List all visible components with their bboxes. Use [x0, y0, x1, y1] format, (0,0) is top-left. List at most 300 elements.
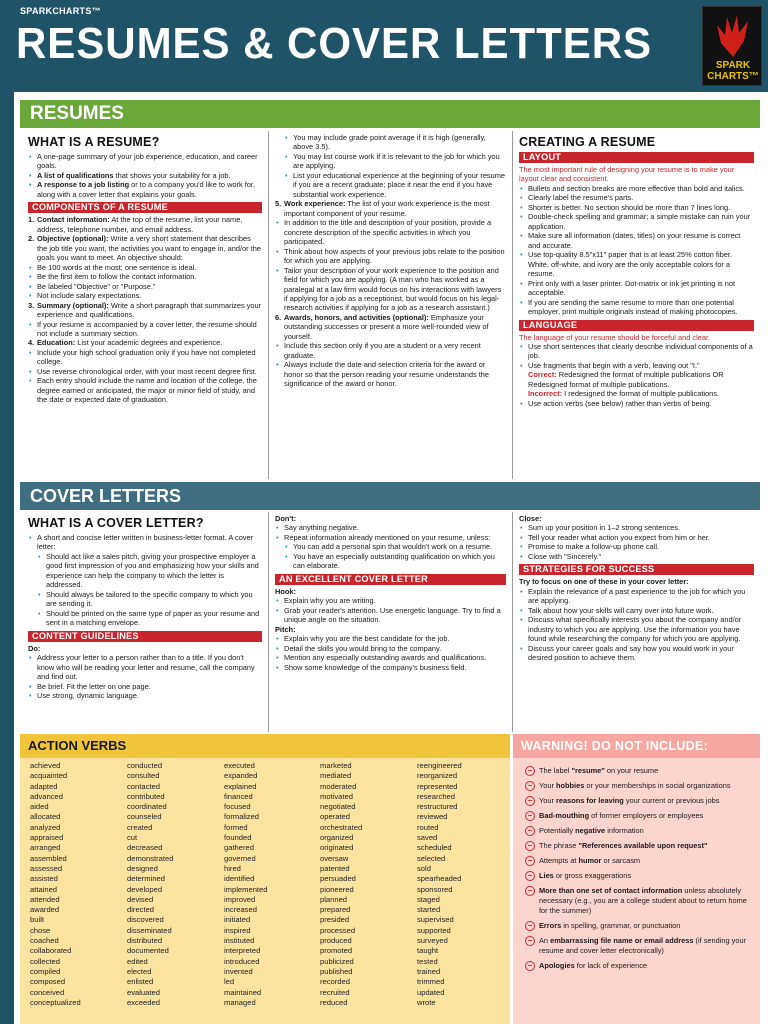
sub-list [28, 348, 262, 405]
verb-item: attended [30, 894, 60, 904]
verb-item: pioneered [320, 884, 354, 894]
hook-list [275, 596, 506, 624]
verb-item: saved [417, 833, 438, 843]
warning-pre: Attempts at [539, 856, 579, 865]
what-is-resume-heading: WHAT IS A RESUME? [28, 135, 160, 149]
list-item: • If your resume is accompanied by a cover letter, the resume should not include a summary section. [28, 320, 262, 339]
verb-column [224, 761, 267, 1008]
verb-item: interpreted [224, 946, 261, 956]
list-item: • Mention any especially outstanding awards and qualifications. [275, 653, 506, 662]
list-item: • Think about how aspects of your previous jobs relate to the position for which you are applying. [275, 247, 506, 266]
header [0, 0, 768, 92]
list-item: • Detail the skills you would bring to the company. [275, 644, 506, 653]
verb-item: directed [127, 905, 155, 915]
warning-bold: embarrassing file name or email address [550, 936, 694, 945]
layout-list [519, 184, 754, 317]
list-item: • Include your high school graduation only if you have not completed college. [28, 348, 262, 367]
content-guidelines-heading: CONTENT GUIDELINES [28, 631, 262, 642]
verb-item: trained [417, 966, 441, 976]
components-heading: COMPONENTS OF A RESUME [28, 202, 262, 213]
cover-column-1 [22, 512, 269, 732]
verb-item: coordinated [127, 802, 167, 812]
verb-item: organized [320, 833, 354, 843]
verb-item: formalized [224, 812, 260, 822]
item-number: 5. [275, 199, 282, 209]
verb-item: documented [127, 946, 169, 956]
verb-item: taught [417, 946, 439, 956]
warning-heading: WARNING! DO NOT INCLUDE: [513, 734, 760, 758]
resume-column-1 [22, 131, 269, 479]
verb-item: focused [224, 802, 251, 812]
list-item: • Explain why you are writing. [275, 596, 506, 605]
verb-item: initiated [224, 915, 251, 925]
verb-item: aided [30, 802, 49, 812]
list-item: • Use strong, dynamic language. [28, 691, 262, 700]
components-list [28, 215, 262, 404]
list-item: • Close with "Sincerely." [519, 552, 754, 561]
list-item: • Be labeled "Objective" or "Purpose." [28, 282, 262, 291]
verb-item: gathered [224, 843, 254, 853]
list-item: • Bullets and section breaks are more effective than bold and italics. [519, 184, 754, 193]
warning-pre: Your [539, 796, 556, 805]
verb-item: cut [127, 833, 138, 843]
verb-item: reduced [320, 997, 348, 1007]
list-item: • Use short sentences that clearly describe individual components of a job. [519, 342, 754, 361]
verb-item: spearheaded [417, 874, 462, 884]
list-item: • Be the first item to follow the contact information. [28, 272, 262, 281]
logo-text-charts: CHARTS™ [707, 71, 759, 82]
warning-pre: An [539, 936, 551, 945]
verb-item: improved [224, 894, 256, 904]
close-label: Close: [519, 514, 542, 523]
numbered-item [28, 215, 262, 234]
item-text: Emphasize your outstanding successes or present a more well-rounded view of yourself. [284, 312, 489, 341]
verb-item: discovered [127, 915, 164, 925]
verb-item: built [30, 915, 44, 925]
numbered-item [28, 234, 262, 262]
verb-item: contacted [127, 781, 160, 791]
list-item-bold: A response to a job listing [37, 180, 130, 190]
verb-item: financed [224, 791, 253, 801]
warning-post: unless absolutely necessary (e.g., you are a college student about to return home for the summer) [539, 886, 747, 915]
list-item: • Use top-quality 8.5"x11" paper that is at least 25% cotton fiber. White, off-white, and ivory are the only acceptable colors for a resume. [519, 250, 754, 278]
warning-bold: hobbies [556, 781, 585, 790]
list-item [28, 180, 262, 199]
list-item: • Make sure all information (dates, titles) on your resume is correct and accurate. [519, 231, 754, 250]
verb-item: patented [320, 863, 350, 873]
verb-item: operated [320, 812, 350, 822]
verb-item: scheduled [417, 843, 452, 853]
verb-column [30, 761, 81, 1008]
list-item: • Not include salary expectations. [28, 291, 262, 300]
list-item: • Repeat information already mentioned on your resume, unless: [275, 533, 506, 542]
verb-item: collaborated [30, 946, 72, 956]
verb-item: advanced [30, 791, 63, 801]
resume-column-2 [269, 131, 513, 479]
verb-item: formed [224, 822, 248, 832]
list-item: • Include this section only if you are a student or a very recent graduate. [275, 341, 506, 360]
warning-bold: humor [578, 856, 602, 865]
verb-item: designed [127, 863, 158, 873]
sub-list [28, 320, 262, 339]
item-number: 6. [275, 312, 282, 322]
warning-pre: The phrase [539, 841, 579, 850]
verb-item: compiled [30, 966, 61, 976]
correct-example: Correct: Redesigned the format of multiple publications OR Redesigned format of multiple publications. [528, 370, 724, 389]
item-title: Objective (optional): [37, 234, 109, 244]
components-list-continued [275, 199, 506, 388]
verb-item: coached [30, 936, 59, 946]
do-label: Do: [28, 643, 41, 653]
verb-item: moderated [320, 781, 357, 791]
list-item: • Explain why you are the best candidate for the job. [275, 634, 506, 643]
list-item: • Talk about how your skills will carry over into future work. [519, 606, 754, 615]
warning-item [525, 921, 754, 931]
dont-list [275, 523, 506, 570]
list-item: • List your educational experience at the beginning of your resume if you are a recent graduate; place it near the end if you have substantial work experience. [284, 171, 506, 199]
sub-list [275, 341, 506, 388]
warning-item [525, 796, 754, 806]
strategies-intro: Try to focus on one of these in your cover letter: [519, 577, 689, 587]
item-title: Summary (optional): [37, 300, 109, 310]
verb-item: orchestrated [320, 822, 363, 832]
verb-item: awarded [30, 905, 60, 915]
cover-column-2 [269, 512, 513, 732]
verb-item: created [127, 822, 153, 832]
verb-item: executed [224, 761, 255, 770]
list-item: • Always include the date and selection criteria for the award or honor so that the person reading your resume understands the significance of the award or honor. [275, 360, 506, 388]
numbered-item [28, 338, 262, 347]
no-entry-icon: − [525, 856, 535, 866]
verb-item: conceptualized [30, 997, 81, 1007]
education-continued-list [275, 133, 506, 199]
item-title: Work experience: [284, 199, 346, 209]
verb-item: conducted [127, 761, 163, 770]
strategies-list [519, 587, 754, 663]
warning-item [525, 856, 754, 866]
verb-item: contributed [127, 791, 165, 801]
verb-item: decreased [127, 843, 163, 853]
list-item: • Show some knowledge of the company's business field. [275, 663, 506, 672]
warning-post: or gross exaggerations [553, 871, 632, 880]
list-item-text: or to a company you'd like to work for, along with a cover letter that explains your goals. [37, 180, 256, 199]
verb-item: founded [224, 833, 252, 843]
warning-item [525, 766, 754, 776]
warning-bold: Bad-mouthing [539, 811, 590, 820]
warning-post: for lack of experience [574, 961, 648, 970]
list-item [28, 171, 262, 180]
no-entry-icon: − [525, 936, 535, 946]
verb-item: increased [224, 905, 257, 915]
list-item: • Each entry should include the name and location of the college, the degree earned or anticipated, the major or minor field of study, and the date or expected date of graduation. [28, 376, 262, 404]
warning-pre: The label [539, 766, 572, 775]
do-list [28, 653, 262, 700]
verb-item: governed [224, 853, 256, 863]
warning-item [525, 871, 754, 881]
verb-item: identified [224, 874, 255, 884]
verb-item: evaluated [127, 987, 160, 997]
no-entry-icon: − [525, 961, 535, 971]
hook-label: Hook: [275, 586, 296, 596]
resume-column-3 [513, 131, 760, 479]
verb-item: marketed [320, 761, 352, 770]
list-item: • Should always be tailored to the specific company to which you are sending it. [28, 590, 262, 609]
verb-item: chose [30, 925, 51, 935]
warning-post: or sarcasm [601, 856, 641, 865]
verb-item: analyzed [30, 822, 61, 832]
item-title: Contact information: [37, 215, 110, 225]
verb-item: selected [417, 853, 446, 863]
verb-item: started [417, 905, 441, 915]
verb-item: elected [127, 966, 152, 976]
verb-item: surveyed [417, 936, 448, 946]
list-item: • If you are sending the same resume to more than one potential employer, print multiple originals instead of making photocopies. [519, 298, 754, 317]
verb-item: consulted [127, 771, 160, 781]
verb-item: prepared [320, 905, 351, 915]
list-item: • Grab your reader's attention. Use energetic language. Try to find a unique angle on the situation. [275, 606, 506, 625]
no-entry-icon: − [525, 826, 535, 836]
verb-item: presided [320, 915, 350, 925]
item-title: Awards, honors, and activities (optional): [284, 312, 429, 322]
verb-item: negotiated [320, 802, 356, 812]
warning-bold: Lies [539, 871, 554, 880]
warning-post: your current or previous jobs [623, 796, 720, 805]
strategies-heading: STRATEGIES FOR SUCCESS [519, 564, 754, 575]
verb-item: originated [320, 843, 354, 853]
sparkcharts-logo [702, 6, 762, 86]
verb-item: oversaw [320, 853, 349, 863]
item-number: 1. [28, 215, 35, 225]
verb-item: collected [30, 956, 60, 966]
list-item: • Explain the relevance of a past experience to the job for which you are applying. [519, 587, 754, 606]
language-heading: LANGUAGE [519, 320, 754, 331]
warning-bold: More than one set of contact information [539, 886, 683, 895]
no-entry-icon: − [525, 871, 535, 881]
layout-heading: LAYOUT [519, 152, 754, 163]
list-item: • Use action verbs (see below) rather than verbs of being. [519, 399, 754, 408]
list-item: • Should act like a sales pitch, giving your prospective employer a good first impression of you and emphasizing how your skills and experience can help the company to which the letter is addressed. [28, 552, 262, 590]
verb-item: led [224, 977, 235, 987]
verb-item: distributed [127, 936, 163, 946]
what-is-resume-list [28, 152, 262, 199]
numbered-item [275, 199, 506, 218]
verb-item: allocated [30, 812, 61, 822]
verb-item: exceeded [127, 997, 160, 1007]
verb-item: published [320, 966, 353, 976]
language-list [519, 342, 754, 370]
verb-item: counseled [127, 812, 162, 822]
verb-item: promoted [320, 946, 353, 956]
list-item-bold: A list of qualifications [37, 170, 114, 180]
incorrect-example: Incorrect: I redesigned the format of multiple publications. [528, 389, 720, 399]
list-item: • Promise to make a follow-up phone call. [519, 542, 754, 551]
list-item: • A short and concise letter written in business-letter format. A cover letter: [28, 533, 262, 552]
list-item: • You may include grade point average if it is high (generally, above 3.5). [284, 133, 506, 152]
action-verbs-panel [20, 758, 510, 1024]
verb-item: achieved [30, 761, 61, 770]
item-number: 3. [28, 300, 35, 310]
warning-pre: Potentially [539, 826, 576, 835]
cover-intro-list [28, 533, 262, 552]
warning-bold: "References available upon request" [578, 841, 708, 850]
list-item: • Discuss your career goals and say how you would work in your desired position to achieve them. [519, 644, 754, 663]
warning-post: of former employers or employees [589, 811, 704, 820]
warning-bold: "resume" [571, 766, 605, 775]
list-item: • Address your letter to a person rather than to a title. If you don't know who will be reading your letter and resume, call the company and find out. [28, 653, 262, 681]
excellent-cover-letter-heading: AN EXCELLENT COVER LETTER [275, 574, 506, 585]
warning-panel [513, 758, 760, 1024]
verb-item: mediated [320, 771, 352, 781]
verb-item: disseminated [127, 925, 172, 935]
list-item: • Should be printed on the same type of paper as your resume and sent in a matching envelope. [28, 609, 262, 628]
close-list [519, 523, 754, 561]
brand-label: SPARKCHARTS™ [20, 6, 101, 16]
item-text: Write a very short statement that describes the job title you want, the activities you want to engage in, and/or the goals you want to meet. An objective should: [37, 234, 261, 263]
verb-item: represented [417, 781, 458, 791]
pitch-list [275, 634, 506, 672]
warning-item [525, 811, 754, 821]
list-item: • In addition to the title and description of your position, provide a concrete description of the specific activities in which you participated. [275, 218, 506, 246]
numbered-item [275, 313, 506, 341]
warning-item [525, 961, 754, 971]
verb-item: determined [127, 874, 165, 884]
no-entry-icon: − [525, 781, 535, 791]
list-item: • Sum up your position in 1–2 strong sentences. [519, 523, 754, 532]
cover-letters-section-heading: COVER LETTERS [20, 482, 760, 510]
verb-item: wrote [417, 997, 436, 1007]
list-item: • Be brief. Fit the letter on one page. [28, 682, 262, 691]
numbered-item [28, 301, 262, 320]
warning-item [525, 841, 754, 851]
verb-item: inspired [224, 925, 251, 935]
cover-column-3 [513, 512, 760, 732]
verb-item: expanded [224, 771, 258, 781]
list-item: • You may list course work if it is relevant to the job for which you are applying. [284, 152, 506, 171]
spark-flame-icon [715, 13, 751, 59]
verb-item: edited [127, 956, 148, 966]
verb-item: instituted [224, 936, 255, 946]
verb-item: composed [30, 977, 66, 987]
verb-item: produced [320, 936, 352, 946]
creating-resume-heading: CREATING A RESUME [519, 135, 656, 149]
layout-intro: The most important rule of designing your resume is to make your layout clear and consistent. [519, 165, 735, 184]
item-title: Education: [37, 338, 76, 348]
item-number: 4. [28, 338, 35, 348]
resumes-section-heading: RESUMES [20, 100, 760, 128]
verb-item: conceived [30, 987, 65, 997]
list-item: • You can add a personal spin that wouldn't work on a resume. [275, 542, 506, 551]
verb-item: appraised [30, 833, 64, 843]
left-edge-strip [0, 92, 14, 1024]
verb-item: restructured [417, 802, 458, 812]
verb-column [417, 761, 462, 1008]
verb-item: arranged [30, 843, 61, 853]
list-item-text: A one-page summary of your job experience, education, and career goals. [37, 152, 258, 171]
verb-item: publicized [320, 956, 354, 966]
warning-bold: reasons for leaving [556, 796, 624, 805]
list-item: • Clearly label the resume's parts. [519, 193, 754, 202]
warning-item [525, 886, 754, 916]
list-item: • Double-check spelling and grammar; a simple mistake can ruin your application. [519, 212, 754, 231]
warning-bold: Errors [539, 921, 562, 930]
list-item: • Be 100 words at the most; one sentence is ideal. [28, 263, 262, 272]
warning-item [525, 826, 754, 836]
verb-item: updated [417, 987, 445, 997]
verb-item: recruited [320, 987, 350, 997]
verb-item: explained [224, 781, 257, 791]
dont-label: Don't: [275, 514, 297, 523]
list-item: • Tell your reader what action you expect from him or her. [519, 533, 754, 542]
verb-item: developed [127, 884, 163, 894]
verb-item: staged [417, 894, 440, 904]
no-entry-icon: − [525, 766, 535, 776]
verb-item: reengineered [417, 761, 462, 770]
verb-item: motivated [320, 791, 353, 801]
list-item: • Say anything negative. [275, 523, 506, 532]
verb-item: enlisted [127, 977, 154, 987]
no-entry-icon: − [525, 921, 535, 931]
verb-item: invented [224, 966, 253, 976]
verb-item: planned [320, 894, 348, 904]
verb-item: sold [417, 863, 431, 873]
verb-item: reviewed [417, 812, 448, 822]
verb-item: hired [224, 863, 241, 873]
warning-bold: Apologies [539, 961, 575, 970]
list-item: • Print only with a laser printer. Dot-matrix or ink jet printing is not acceptable. [519, 279, 754, 298]
verb-item: supervised [417, 915, 454, 925]
what-is-cover-letter-heading: WHAT IS A COVER LETTER? [28, 516, 204, 530]
sub-list [275, 218, 506, 313]
verb-item: assessed [30, 863, 63, 873]
no-entry-icon: − [525, 811, 535, 821]
list-item: • You have an especially outstanding qualification on which you can elaborate. [275, 552, 506, 571]
verb-item: trimmed [417, 977, 445, 987]
verb-item: implemented [224, 884, 268, 894]
logo-text-spark: SPARK [715, 60, 751, 71]
verb-item: reorganized [417, 771, 458, 781]
cover-what-list [28, 552, 262, 628]
list-item: • Use fragments that begin with a verb, leaving out "I." [519, 361, 754, 370]
warning-item [525, 781, 754, 791]
pitch-label: Pitch: [275, 624, 296, 634]
item-text: Write a short paragraph that summarizes your experience and qualifications. [37, 300, 262, 320]
verb-item: demonstrated [127, 853, 174, 863]
item-text: List your academic degrees and experience. [75, 338, 223, 348]
warning-post: information [605, 826, 644, 835]
language-last-list [519, 399, 754, 408]
verb-item: introduced [224, 956, 260, 966]
verb-column [320, 761, 362, 1008]
verb-item: tested [417, 956, 438, 966]
no-entry-icon: − [525, 796, 535, 806]
verb-item: assisted [30, 874, 58, 884]
warning-post: or your memberships in social organizations [584, 781, 731, 790]
verb-item: devised [127, 894, 154, 904]
verb-item: supported [417, 925, 451, 935]
verb-item: adapted [30, 781, 58, 791]
list-item-text: that shows your suitability for a job. [113, 170, 231, 180]
verb-item: maintained [224, 987, 262, 997]
language-intro: The language of your resume should be forceful and clear. [519, 332, 711, 342]
list-item: • Use reverse chronological order, with your most recent degree first. [28, 367, 262, 376]
warning-post: on your resume [604, 766, 659, 775]
no-entry-icon: − [525, 886, 535, 896]
verb-item: sponsored [417, 884, 453, 894]
item-number: 2. [28, 234, 35, 244]
list-item: • Shorter is better. No section should be more than 7 lines long. [519, 203, 754, 212]
action-verbs-heading: ACTION VERBS [20, 734, 510, 758]
verb-item: routed [417, 822, 439, 832]
